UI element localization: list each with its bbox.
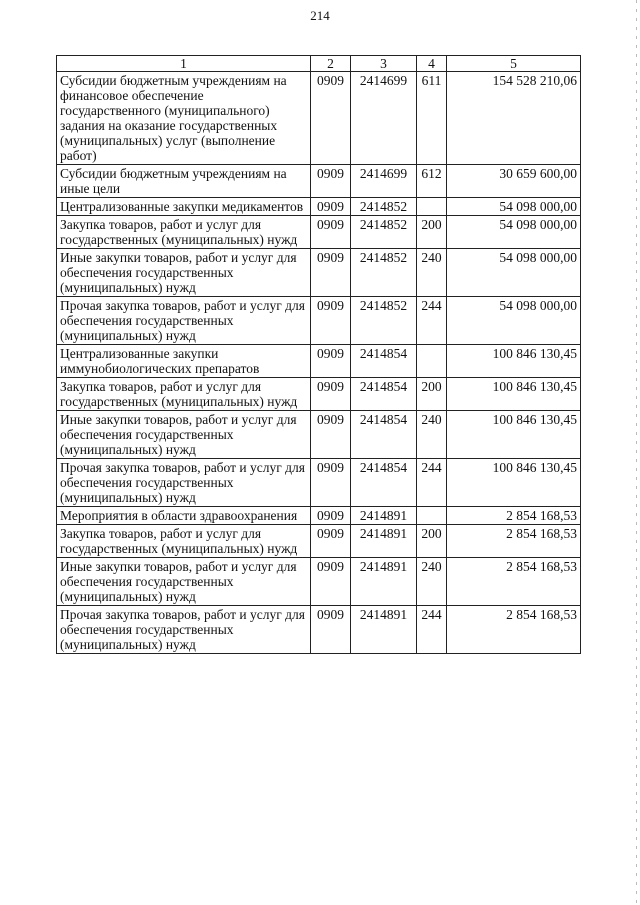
row-amount: 30 659 600,00 [447, 165, 581, 198]
row-name: Прочая закупка товаров, работ и услуг для обеспечения государственных (муниципальных) нужд [57, 459, 311, 507]
table-row [57, 249, 581, 297]
row-section-code: 0909 [311, 198, 351, 216]
budget-table [56, 55, 581, 654]
row-expense-type: 200 [417, 378, 447, 411]
row-amount: 100 846 130,45 [447, 378, 581, 411]
table-row [57, 411, 581, 459]
row-section-code: 0909 [311, 606, 351, 654]
row-amount: 54 098 000,00 [447, 297, 581, 345]
row-name: Централизованные закупки иммунобиологических препаратов [57, 345, 311, 378]
row-section-code: 0909 [311, 72, 351, 165]
row-article-code: 2414891 [351, 558, 417, 606]
table-row [57, 459, 581, 507]
row-amount: 2 854 168,53 [447, 507, 581, 525]
row-article-code: 2414854 [351, 345, 417, 378]
row-article-code: 2414852 [351, 297, 417, 345]
row-amount: 154 528 210,06 [447, 72, 581, 165]
row-article-code: 2414699 [351, 165, 417, 198]
column-header-5: 5 [447, 56, 581, 72]
row-name: Централизованные закупки медикаментов [57, 198, 311, 216]
row-expense-type: 244 [417, 297, 447, 345]
row-section-code: 0909 [311, 165, 351, 198]
row-amount: 54 098 000,00 [447, 198, 581, 216]
column-header-1: 1 [57, 56, 311, 72]
row-name: Закупка товаров, работ и услуг для государственных (муниципальных) нужд [57, 525, 311, 558]
table-row [57, 378, 581, 411]
row-section-code: 0909 [311, 297, 351, 345]
row-expense-type: 240 [417, 558, 447, 606]
row-article-code: 2414852 [351, 249, 417, 297]
row-section-code: 0909 [311, 525, 351, 558]
row-amount: 54 098 000,00 [447, 249, 581, 297]
row-expense-type [417, 345, 447, 378]
column-header-4: 4 [417, 56, 447, 72]
row-expense-type: 244 [417, 606, 447, 654]
header-row [57, 56, 581, 72]
row-article-code: 2414854 [351, 411, 417, 459]
row-amount: 100 846 130,45 [447, 459, 581, 507]
row-expense-type: 200 [417, 525, 447, 558]
row-name: Прочая закупка товаров, работ и услуг для обеспечения государственных (муниципальных) нужд [57, 297, 311, 345]
row-article-code: 2414891 [351, 507, 417, 525]
row-expense-type [417, 198, 447, 216]
scan-edge-line [636, 0, 637, 905]
table-body [57, 72, 581, 654]
row-name: Мероприятия в области здравоохранения [57, 507, 311, 525]
row-article-code: 2414852 [351, 216, 417, 249]
row-expense-type [417, 507, 447, 525]
table-header [57, 56, 581, 72]
table-row [57, 72, 581, 165]
row-expense-type: 240 [417, 411, 447, 459]
table-row [57, 507, 581, 525]
row-article-code: 2414854 [351, 378, 417, 411]
row-amount: 100 846 130,45 [447, 345, 581, 378]
table-row [57, 558, 581, 606]
row-name: Закупка товаров, работ и услуг для государственных (муниципальных) нужд [57, 378, 311, 411]
row-expense-type: 612 [417, 165, 447, 198]
row-expense-type: 244 [417, 459, 447, 507]
row-section-code: 0909 [311, 459, 351, 507]
table-row [57, 216, 581, 249]
row-article-code: 2414891 [351, 525, 417, 558]
table-row [57, 525, 581, 558]
row-amount: 2 854 168,53 [447, 606, 581, 654]
row-section-code: 0909 [311, 507, 351, 525]
table-row [57, 297, 581, 345]
table-row [57, 345, 581, 378]
row-name: Иные закупки товаров, работ и услуг для обеспечения государственных (муниципальных) нужд [57, 558, 311, 606]
table-row [57, 198, 581, 216]
column-header-3: 3 [351, 56, 417, 72]
row-section-code: 0909 [311, 378, 351, 411]
row-name: Иные закупки товаров, работ и услуг для обеспечения государственных (муниципальных) нужд [57, 249, 311, 297]
row-name: Субсидии бюджетным учреждениям на иные цели [57, 165, 311, 198]
row-amount: 54 098 000,00 [447, 216, 581, 249]
row-section-code: 0909 [311, 216, 351, 249]
row-name: Прочая закупка товаров, работ и услуг для обеспечения государственных (муниципальных) нужд [57, 606, 311, 654]
row-article-code: 2414699 [351, 72, 417, 165]
row-section-code: 0909 [311, 411, 351, 459]
row-section-code: 0909 [311, 558, 351, 606]
row-article-code: 2414852 [351, 198, 417, 216]
row-name: Закупка товаров, работ и услуг для государственных (муниципальных) нужд [57, 216, 311, 249]
row-name: Иные закупки товаров, работ и услуг для обеспечения государственных (муниципальных) нужд [57, 411, 311, 459]
table-row [57, 165, 581, 198]
row-amount: 2 854 168,53 [447, 558, 581, 606]
row-amount: 2 854 168,53 [447, 525, 581, 558]
row-article-code: 2414891 [351, 606, 417, 654]
row-expense-type: 240 [417, 249, 447, 297]
row-section-code: 0909 [311, 345, 351, 378]
row-name: Субсидии бюджетным учреждениям на финансовое обеспечение государственного (муниципального) задания на оказание государственных (муниципальных) услуг (выполнение работ) [57, 72, 311, 165]
row-article-code: 2414854 [351, 459, 417, 507]
row-expense-type: 611 [417, 72, 447, 165]
column-header-2: 2 [311, 56, 351, 72]
page-number: 214 [310, 8, 330, 23]
table-row [57, 606, 581, 654]
row-amount: 100 846 130,45 [447, 411, 581, 459]
row-section-code: 0909 [311, 249, 351, 297]
row-expense-type: 200 [417, 216, 447, 249]
